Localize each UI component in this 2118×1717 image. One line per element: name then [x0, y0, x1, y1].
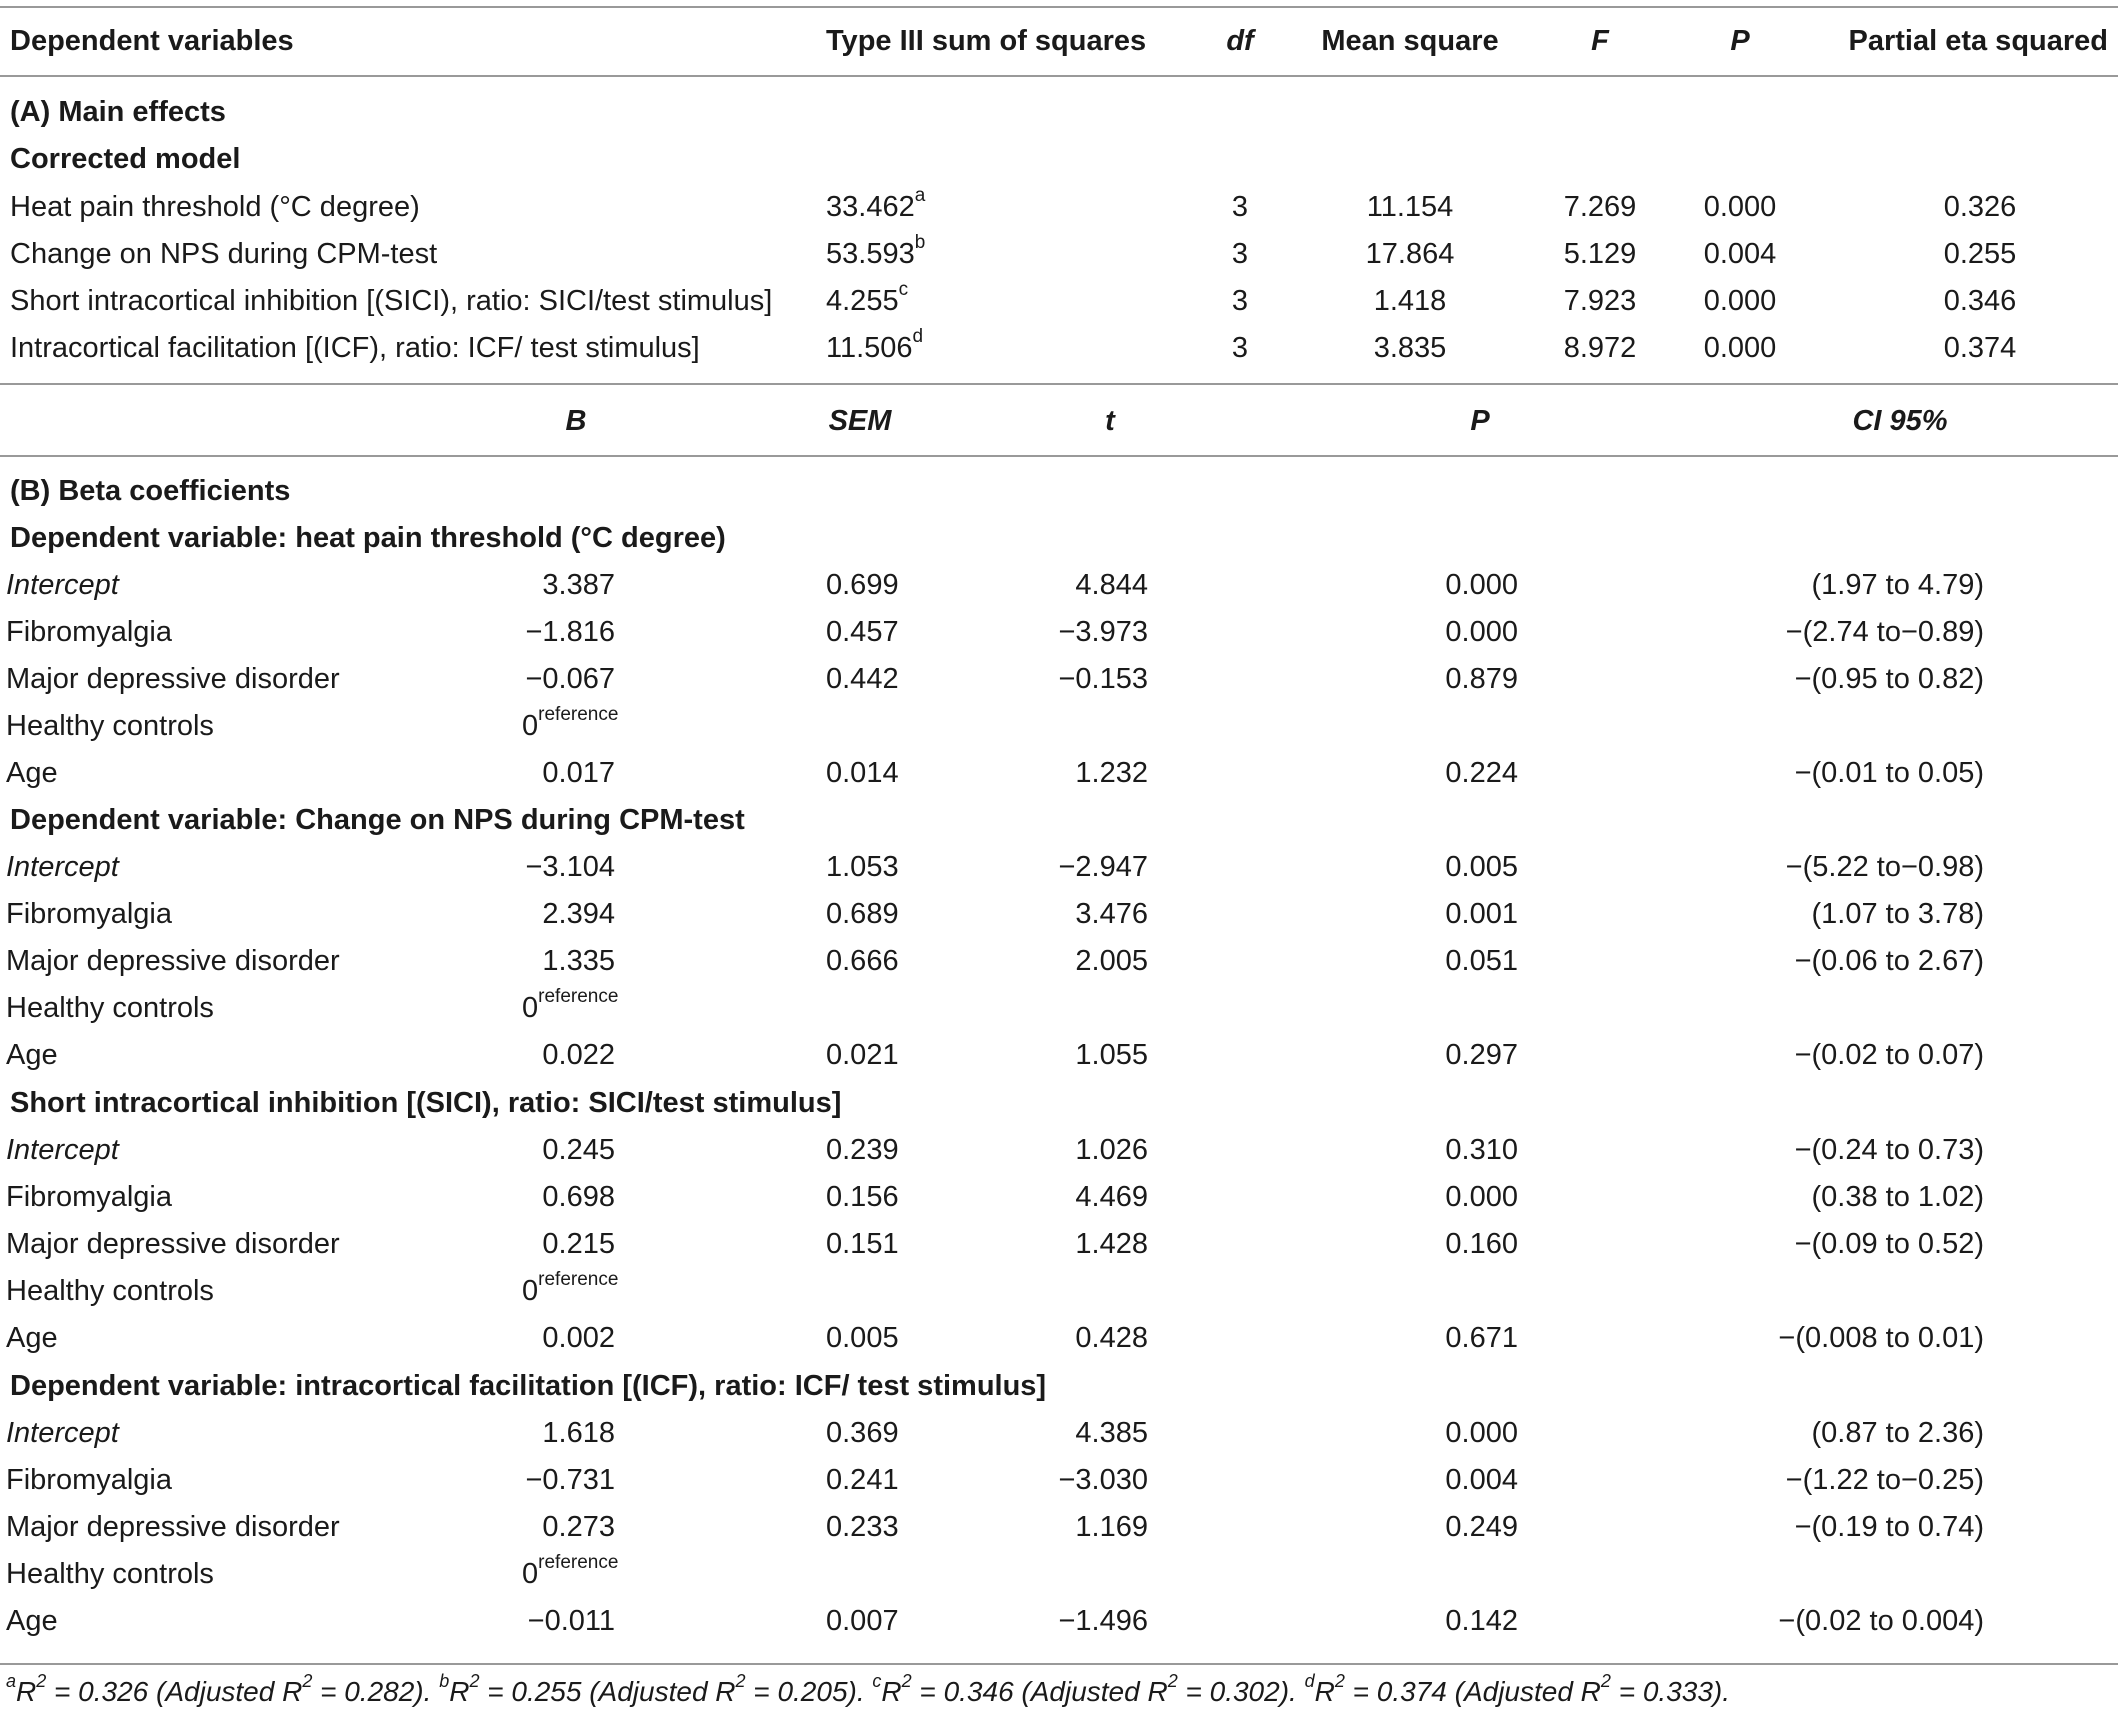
p-value: 0.005	[1445, 851, 1518, 883]
ci-value: −(2.74 to−0.89)	[1785, 616, 1984, 648]
b-value: −1.816	[525, 616, 615, 648]
p-value: 0.297	[1445, 1039, 1518, 1071]
ss-value: 53.593$^b$	[826, 232, 926, 270]
col-header-P-b: P	[1470, 405, 1490, 437]
p-value: 0.310	[1445, 1134, 1518, 1166]
ss-value: 33.462$^a$	[826, 185, 926, 223]
p-value: 0.000	[1703, 285, 1777, 317]
ms-value: 11.154	[1366, 191, 1454, 223]
b-value: 0.017	[542, 757, 615, 789]
row-label-mdd: Major depressive disorder	[6, 1228, 340, 1260]
row-label-mdd: Major depressive disorder	[6, 945, 340, 977]
t-value: −2.947	[1058, 851, 1148, 883]
bottom-rule	[0, 1663, 2118, 1665]
f-value: 7.269	[1563, 191, 1637, 223]
section-a-title: (A) Main effects	[10, 96, 226, 128]
sem-value: 0.699	[826, 569, 899, 601]
group-title: Dependent variable: intracortical facilitation [(ICF), ratio: ICF/ test stimulus]	[10, 1370, 1047, 1402]
row-label: Short intracortical inhibition [(SICI), ratio: SICI/test stimulus]	[10, 285, 773, 317]
sem-value: 0.005	[826, 1322, 899, 1354]
sem-value: 0.014	[826, 757, 899, 789]
p-value: 0.224	[1445, 757, 1518, 789]
p-value: 0.001	[1445, 898, 1518, 930]
reference-value: $0^{reference}$	[522, 986, 619, 1024]
b-value: 0.245	[542, 1134, 615, 1166]
col-header-type3-ss: Type III sum of squares	[826, 25, 1147, 57]
col-header-F: F	[1591, 25, 1609, 57]
b-value: −0.011	[527, 1605, 615, 1637]
df-value: 3	[1231, 332, 1249, 364]
ms-value: 17.864	[1365, 238, 1455, 270]
sem-value: 0.369	[826, 1417, 899, 1449]
sem-value: 0.442	[826, 663, 899, 695]
b-value: 0.273	[542, 1511, 615, 1543]
ms-value: 3.835	[1373, 332, 1447, 364]
col-header-t: t	[1105, 405, 1115, 437]
t-value: 2.005	[1075, 945, 1148, 977]
eta-value: 0.255	[1943, 238, 2017, 270]
sem-value: 0.151	[826, 1228, 899, 1260]
header-b-rule	[0, 455, 2118, 457]
row-label-fibromyalgia: Fibromyalgia	[6, 1464, 172, 1496]
ci-value: −(0.09 to 0.52)	[1794, 1228, 1984, 1260]
col-header-mean-square: Mean square	[1321, 25, 1499, 57]
p-value: 0.142	[1445, 1605, 1518, 1637]
row-label-healthy-controls: Healthy controls	[6, 710, 214, 742]
p-value: 0.879	[1445, 663, 1518, 695]
header-a-rule	[0, 75, 2118, 77]
sem-value: 0.666	[826, 945, 899, 977]
ms-value: 1.418	[1373, 285, 1447, 317]
t-value: 1.026	[1075, 1134, 1148, 1166]
b-value: −0.731	[525, 1464, 615, 1496]
row-label-age: Age	[6, 1605, 58, 1637]
t-value: −3.973	[1058, 616, 1148, 648]
eta-value: 0.346	[1943, 285, 2017, 317]
row-label-intercept: Intercept	[6, 569, 119, 601]
b-value: 0.022	[542, 1039, 615, 1071]
row-label-healthy-controls: Healthy controls	[6, 1558, 214, 1590]
b-value: 3.387	[542, 569, 615, 601]
p-value: 0.160	[1445, 1228, 1518, 1260]
b-value: −3.104	[525, 851, 615, 883]
sem-value: 0.689	[826, 898, 899, 930]
row-label: Heat pain threshold (°C degree)	[10, 191, 420, 223]
ss-value: 4.255$^c$	[826, 279, 909, 317]
t-value: 1.232	[1075, 757, 1148, 789]
b-value: 2.394	[542, 898, 615, 930]
sem-value: 1.053	[826, 851, 899, 883]
ci-value: −(0.02 to 0.004)	[1778, 1605, 1984, 1637]
group-title: Dependent variable: heat pain threshold (°C degree)	[10, 522, 726, 554]
t-value: 1.169	[1075, 1511, 1148, 1543]
section-a-bottom-rule	[0, 383, 2118, 385]
sem-value: 0.457	[826, 616, 899, 648]
row-label-mdd: Major depressive disorder	[6, 663, 340, 695]
ci-value: −(1.22 to−0.25)	[1785, 1464, 1984, 1496]
p-value: 0.000	[1445, 616, 1518, 648]
row-label-intercept: Intercept	[6, 851, 119, 883]
group-title: Dependent variable: Change on NPS during CPM-test	[10, 804, 745, 836]
row-label: Change on NPS during CPM-test	[10, 238, 438, 270]
t-value: 1.428	[1075, 1228, 1148, 1260]
row-label-mdd: Major depressive disorder	[6, 1511, 340, 1543]
p-value: 0.000	[1703, 332, 1777, 364]
sem-value: 0.241	[826, 1464, 899, 1496]
sem-value: 0.156	[826, 1181, 899, 1213]
row-label-age: Age	[6, 757, 58, 789]
t-value: 4.385	[1075, 1417, 1148, 1449]
sem-value: 0.021	[826, 1039, 899, 1071]
t-value: −3.030	[1058, 1464, 1148, 1496]
b-value: 0.215	[542, 1228, 615, 1260]
reference-value: $0^{reference}$	[522, 704, 619, 742]
reference-value: $0^{reference}$	[522, 1269, 619, 1307]
ci-value: (1.07 to 3.78)	[1811, 898, 1984, 930]
row-label-fibromyalgia: Fibromyalgia	[6, 1181, 172, 1213]
p-value: 0.671	[1445, 1322, 1518, 1354]
ci-value: −(0.06 to 2.67)	[1794, 945, 1984, 977]
col-header-partial-eta: Partial eta squared	[1848, 25, 2108, 57]
ci-value: −(0.24 to 0.73)	[1794, 1134, 1984, 1166]
t-value: 4.844	[1075, 569, 1148, 601]
col-header-P: P	[1730, 25, 1750, 57]
col-header-SEM: SEM	[828, 405, 892, 437]
col-header-dependent-variables: Dependent variables	[10, 25, 294, 57]
section-a-subtitle: Corrected model	[10, 143, 241, 175]
row-label-intercept: Intercept	[6, 1134, 119, 1166]
ss-value: 11.506$^d$	[826, 326, 924, 364]
f-value: 7.923	[1563, 285, 1637, 317]
ci-value: −(0.95 to 0.82)	[1794, 663, 1984, 695]
row-label-age: Age	[6, 1322, 58, 1354]
row-label: Intracortical facilitation [(ICF), ratio: ICF/ test stimulus]	[10, 332, 700, 364]
b-value: −0.067	[525, 663, 615, 695]
row-label-fibromyalgia: Fibromyalgia	[6, 898, 172, 930]
p-value: 0.000	[1445, 1181, 1518, 1213]
p-value: 0.004	[1703, 238, 1777, 270]
p-value: 0.000	[1445, 1417, 1518, 1449]
p-value: 0.249	[1445, 1511, 1518, 1543]
col-header-df: df	[1226, 25, 1254, 57]
b-value: 0.698	[542, 1181, 615, 1213]
p-value: 0.051	[1445, 945, 1518, 977]
f-value: 5.129	[1563, 238, 1637, 270]
ci-value: −(0.008 to 0.01)	[1778, 1322, 1984, 1354]
f-value: 8.972	[1563, 332, 1637, 364]
t-value: −1.496	[1058, 1605, 1148, 1637]
top-rule	[0, 6, 2118, 8]
ci-value: −(0.02 to 0.07)	[1794, 1039, 1984, 1071]
group-title: Short intracortical inhibition [(SICI), ratio: SICI/test stimulus]	[10, 1087, 842, 1119]
t-value: 0.428	[1075, 1322, 1148, 1354]
df-value: 3	[1231, 285, 1249, 317]
ci-value: (1.97 to 4.79)	[1811, 569, 1984, 601]
b-value: 0.002	[542, 1322, 615, 1354]
p-value: 0.000	[1445, 569, 1518, 601]
t-value: 1.055	[1075, 1039, 1148, 1071]
t-value: 4.469	[1075, 1181, 1148, 1213]
df-value: 3	[1231, 191, 1249, 223]
ci-value: −(0.01 to 0.05)	[1794, 757, 1984, 789]
eta-value: 0.326	[1943, 191, 2017, 223]
sem-value: 0.233	[826, 1511, 899, 1543]
ci-value: −(5.22 to−0.98)	[1785, 851, 1984, 883]
t-value: −0.153	[1058, 663, 1148, 695]
b-value: 1.335	[542, 945, 615, 977]
row-label-healthy-controls: Healthy controls	[6, 1275, 214, 1307]
sem-value: 0.239	[826, 1134, 899, 1166]
t-value: 3.476	[1075, 898, 1148, 930]
reference-value: $0^{reference}$	[522, 1552, 619, 1590]
p-value: 0.004	[1445, 1464, 1518, 1496]
col-header-CI: CI 95%	[1852, 405, 1948, 437]
table-footnote: $^aR^2 = 0.326$ (Adjusted $R^2 = 0.282$). $^bR^2 = 0.255$ (Adjusted $R^2 = 0.205$). $^cR^2 = 0.346$ (Adjusted $R^2 = 0.302$). $^dR^2 = 0.374$ (Adjusted $R^2 = 0.333$).	[6, 1670, 1731, 1707]
row-label-healthy-controls: Healthy controls	[6, 992, 214, 1024]
row-label-fibromyalgia: Fibromyalgia	[6, 616, 172, 648]
row-label-age: Age	[6, 1039, 58, 1071]
p-value: 0.000	[1703, 191, 1777, 223]
ci-value: (0.38 to 1.02)	[1811, 1181, 1984, 1213]
sem-value: 0.007	[826, 1605, 899, 1637]
df-value: 3	[1231, 238, 1249, 270]
b-value: 1.618	[542, 1417, 615, 1449]
ci-value: −(0.19 to 0.74)	[1794, 1511, 1984, 1543]
row-label-intercept: Intercept	[6, 1417, 119, 1449]
col-header-B: B	[565, 405, 587, 437]
eta-value: 0.374	[1943, 332, 2017, 364]
ci-value: (0.87 to 2.36)	[1811, 1417, 1984, 1449]
section-b-title: (B) Beta coefficients	[10, 475, 291, 507]
